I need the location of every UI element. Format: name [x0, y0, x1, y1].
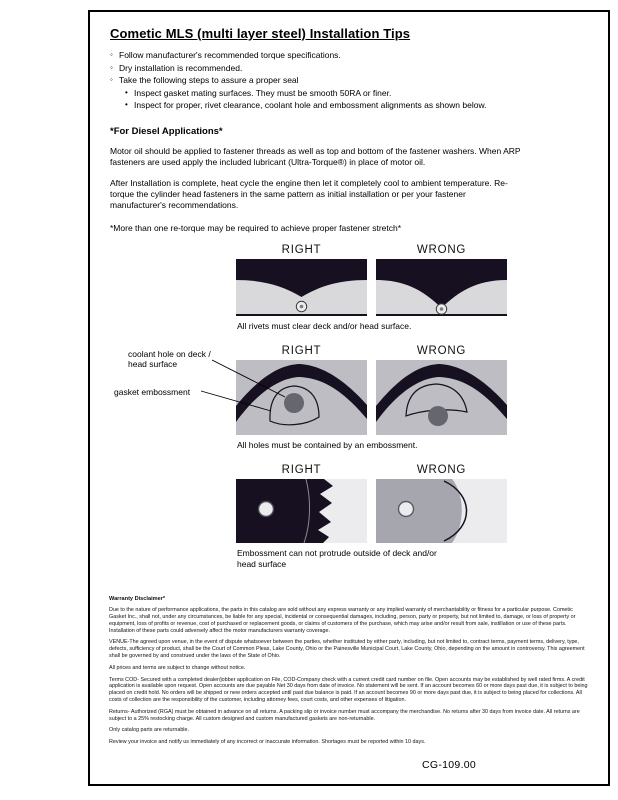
- hole-embossment-wrong-diagram: [376, 360, 507, 435]
- page-frame: [88, 10, 610, 786]
- diagram-row-holes: [108, 345, 596, 451]
- diagram-row-rivets: [108, 244, 596, 332]
- tip-item: ◦ Take the following steps to assure a proper seal: [110, 74, 596, 87]
- rivet-clearance-wrong-diagram: [376, 259, 507, 316]
- hole-embossment-right-diagram: [236, 360, 367, 435]
- tip-item: ◦ Dry installation is recommended.: [110, 62, 596, 75]
- legal-paragraph-prices: All prices and terms are subject to change without notice.: [109, 664, 246, 671]
- protrusion-wrong-diagram: [376, 479, 507, 543]
- legal-paragraph-warranty: Due to the nature of performance applications, the parts in this catalog are sold without any express warranty or any implied warranty of merchantability or fitness for a particular purpose. Cometic Gasket Inc., shall not, under any circumstances, be liable for any special, incidental or consequential damages, including, person, party or property, but not limited to, damage, or loss of property or equipment, loss of profits or revenue, cost of purchased or replacement goods, or claims of customers of the purchase, which may arise and/or result from sale, instillation or use of these parts. Installation of these parts could adversely affect the motor manufacturers warranty coverage.: [109, 607, 576, 634]
- protrusion-right-diagram: [236, 479, 367, 543]
- diagram-row-protrusion: [108, 464, 596, 570]
- right-label: RIGHT: [281, 463, 322, 476]
- legal-paragraph-returns: Returns- Authorized (RGA) must be obtained in advance on all returns. A packing slip or invoice number must accompany the merchandise. No returns after 30 days from invoice date. All returns are subject to a 25% restocking charge. All custom designed and custom manufactured gaskets are non-returnable.: [109, 708, 580, 722]
- legal-section: [109, 596, 589, 747]
- catalog-page-code: CG-109.00: [422, 759, 477, 771]
- diesel-applications-heading: *For Diesel Applications*: [110, 125, 223, 137]
- wrong-label: WRONG: [416, 344, 467, 357]
- diesel-paragraph-oil: Motor oil should be applied to fastener threads as well as top and bottom of the fastener washers. When ARP fasteners are used apply the included lubricant (Ultra-Torque®) in place of motor oil.: [110, 145, 521, 167]
- tip-item: ◦ Follow manufacturer's recommended torque specifications.: [110, 49, 596, 62]
- rivet-clearance-right-diagram: [236, 259, 367, 316]
- diesel-paragraph-heat-cycle: After Installation is complete, heat cycle the engine then let it completely cool to ambient temperature. Re-torque the cylinder head fasteners in the same pattern as initial installation or per your fastener manufacturer's recommendations.: [110, 177, 508, 210]
- right-label: RIGHT: [281, 344, 322, 357]
- right-label: RIGHT: [281, 243, 322, 256]
- gasket-embossment-callout: gasket embossment: [114, 386, 191, 397]
- warranty-disclaimer-heading: Warranty Disclaimer*: [109, 595, 166, 602]
- document-title: Cometic MLS (multi layer steel) Installation Tips: [110, 26, 411, 41]
- diagram-caption-protrusion: Embossment can not protrude outside of deck and/or head surface: [237, 547, 437, 569]
- diagram-caption-rivets: All rivets must clear deck and/or head surface.: [237, 320, 412, 331]
- installation-tips-list: [110, 49, 596, 112]
- diagram-caption-holes: All holes must be contained by an embossment.: [237, 439, 418, 450]
- wrong-label: WRONG: [416, 463, 467, 476]
- tip-subitem: • Inspect gasket mating surfaces. They must be smooth 50RA or finer.: [125, 87, 596, 100]
- wrong-label: WRONG: [416, 243, 467, 256]
- legal-paragraph-venue: VENUE-The agreed upon venue, in the event of dispute whatsoever between the parties, whether instituted by either party, including, but not limited to, contract terms, payment terms, delivery, type, defects, sufficiency of product, shall be the Court of Common Pleas, Lake County, Ohio or the Painesville Municipal Court, Lake County, Ohio, depending on the amount in controversy. This agreement shall be governed by and construed under the laws of the State of Ohio.: [109, 639, 585, 660]
- legal-paragraph-catalog: Only catalog parts are returnable.: [109, 727, 190, 734]
- legal-paragraph-invoice: Review your invoice and notify us immediately of any incorrect or inaccurate information. Shortages must be reported within 10 days.: [109, 739, 426, 746]
- tip-subitem: • Inspect for proper, rivet clearance, coolant hole and embossment alignments as shown below.: [125, 99, 596, 112]
- coolant-hole-callout: coolant hole on deck / head surface: [128, 348, 211, 369]
- retorque-note: *More than one re-torque may be required to achieve proper fastener stretch*: [110, 222, 402, 233]
- legal-paragraph-terms: Terms COD- Secured with a completed dealer/jobber application on File, COD-Company check with a current credit card number on file. Open accounts may be established by well rated firms. A credit application is available upon request. Open accounts are due payable Net 30 days from date of invoice. No statement will be sent. If an account becomes 60 or more days past due, it is subject to being placed on credit hold. No orders will be shipped or new orders accepted until past due balance is paid. If an account becomes 90 or more days past due, it is subject to being placed for collections. All costs of collection are the responsibility of the customer, including attorney fees, court costs, and other expenses of litigation.: [109, 676, 588, 704]
